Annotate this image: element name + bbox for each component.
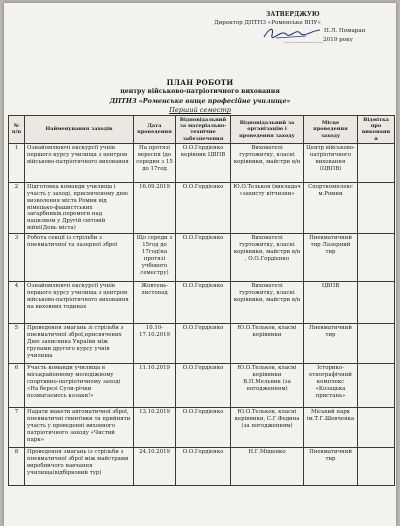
- approval-signer: П.Л. Помаран: [324, 28, 366, 35]
- row-organizer: Н.Г.Міщенко: [231, 448, 304, 486]
- row-date: Жовтень-листопад: [134, 282, 176, 324]
- col-header-date: Дата проведення: [134, 116, 176, 144]
- row-logistics: О.О.Гордієнко: [176, 282, 231, 324]
- table-row: [9, 143, 395, 182]
- row-organizer: Ю.О.Тельков (викладач «захисту вітчизни»: [231, 182, 304, 233]
- row-num: 5: [9, 324, 25, 364]
- row-num: 7: [9, 408, 25, 448]
- row-place: Міський парк ім.Т.Г.Шевченка: [304, 408, 358, 448]
- table-row: [9, 364, 395, 408]
- approval-date: ______________2019 року: [284, 36, 353, 43]
- row-place: Пневматичний тир Лазерний тир: [304, 234, 358, 282]
- row-event: Проведення змагань із стрільби з пневматичної зброї між майстрами виробничого навчання училища(відбірковий тур): [25, 448, 134, 486]
- row-date: 13.10.2019: [134, 408, 176, 448]
- row-event: Ознайомлюючі екскурсії учнів першого курсу училища з центром військово-патріотичного виховання: [25, 143, 134, 182]
- approval-position: Директор ДПТНЗ «Роменське ВПУ»: [214, 20, 321, 27]
- plan-title: ПЛАН РОБОТИ: [166, 78, 234, 87]
- row-logistics: О.О.Гордієнко: [176, 182, 231, 233]
- row-date: 24.10.2019: [134, 448, 176, 486]
- col-header-mark: Відмітка про виконання: [358, 116, 395, 144]
- row-logistics: О.О.Гордієнко керівник ЦВПВ: [176, 143, 231, 182]
- row-mark: [358, 282, 395, 324]
- row-event: Робота секції із стрільби з пневматичної та лазерної зброї: [25, 234, 134, 282]
- row-event: Проведення змагань зі стрільби з пневматичної зброї,присвячених Дню захисника України між групами другого курсу учнів училища: [25, 324, 134, 364]
- row-event: Участь команди училища в міськрайонному молодіжному спортивно-патріотичному заході «На березі Сули-річки позмагаємось козаки!»: [25, 364, 134, 408]
- row-num: 4: [9, 282, 25, 324]
- table-row: [9, 408, 395, 448]
- row-place: Історико-етнографічний комплекс «Козацька пристань»: [304, 364, 358, 408]
- row-num: 2: [9, 182, 25, 233]
- row-mark: [358, 234, 395, 282]
- table-row: [9, 282, 395, 324]
- row-date: 16.09.2019: [134, 182, 176, 233]
- plan-subtitle: центру військово-патріотичного виховання: [120, 88, 280, 95]
- row-mark: [358, 182, 395, 233]
- row-mark: [358, 448, 395, 486]
- row-date: Що середи з 15год до 17год(на протязі учбового семестру): [134, 234, 176, 282]
- row-place: ЦВПВ: [304, 282, 358, 324]
- row-mark: [358, 143, 395, 182]
- row-logistics: О.О.Гордієнко: [176, 408, 231, 448]
- table-row: [9, 182, 395, 233]
- row-event: Ознайомлюючі екскурсії учнів першого курсу училища з центром військово-патріотичного виховання на виховних годинах: [25, 282, 134, 324]
- row-mark: [358, 408, 395, 448]
- row-event: Підготовка команди училища і участь у заході, присвяченому дню визволення міста Ромни від німецько-фашистських загарбників,перемоги над нацизмом у Другій світовій війні(День міста): [25, 182, 134, 233]
- table-row: [9, 448, 395, 486]
- row-event: Надати макети автоматичної зброї, пневматичні гвинтівки та прийняти участь у проведенні виховного патріотичного заходу «Чистий парк»: [25, 408, 134, 448]
- signature-icon: [262, 25, 322, 41]
- row-mark: [358, 324, 395, 364]
- row-organizer: Вихователі гуртожитку, класні керівники, майстри в/н: [231, 282, 304, 324]
- school-name: ДПТНЗ «Роменське вище професійне училище»: [109, 97, 291, 105]
- semester-label: Перший семестр: [169, 106, 231, 114]
- row-num: 8: [9, 448, 25, 486]
- approval-heading: ЗАТВЕРДЖУЮ: [266, 11, 320, 18]
- col-header-num: № п/п: [9, 116, 25, 144]
- row-place: Пневматичний тир: [304, 324, 358, 364]
- row-organizer: Ю.О.Тельков, класні керівники В.П.Мельник (за погодженням): [231, 364, 304, 408]
- table-row: [9, 324, 395, 364]
- table-row: [9, 234, 395, 282]
- row-organizer: Вихователі гуртожитку, класні керівники, майстри в/н: [231, 143, 304, 182]
- row-logistics: О.О.Гордієнко: [176, 234, 231, 282]
- row-logistics: О.О.Гордієнко: [176, 448, 231, 486]
- row-date: 11.10.2019: [134, 364, 176, 408]
- row-num: 3: [9, 234, 25, 282]
- col-header-event: Найменування заходів: [25, 116, 134, 144]
- plan-table: [8, 115, 395, 486]
- row-organizer: Ю.О.Тельков, класні керівники: [231, 324, 304, 364]
- row-place: Пневматичний тир: [304, 448, 358, 486]
- row-date: На протязі вересня (до середин з 15 до 17год: [134, 143, 176, 182]
- row-mark: [358, 364, 395, 408]
- table-header-row: [9, 116, 395, 144]
- row-place: Центр військово-патріотичного виховання (ЦВПВ): [304, 143, 358, 182]
- row-place: Спорткомплекс м.Ромни: [304, 182, 358, 233]
- row-num: 6: [9, 364, 25, 408]
- row-logistics: О.О.Гордієнко: [176, 324, 231, 364]
- approval-block: [214, 11, 384, 44]
- row-num: 1: [9, 143, 25, 182]
- col-header-organizer: Відповідальний за організацію і проведення заходу: [231, 116, 304, 144]
- row-logistics: О.О.Гордієнко: [176, 364, 231, 408]
- document-page: [4, 3, 396, 526]
- col-header-logistics: Відповідальний за матеріально-технічне забезпечення: [176, 116, 231, 144]
- col-header-place: Місце проведення заходу: [304, 116, 358, 144]
- row-date: 10.10-17.10.2019: [134, 324, 176, 364]
- row-organizer: Вихователі гуртожитку, класні керівники, майстри в/н , О.О.Гордієнко: [231, 234, 304, 282]
- row-organizer: Ю.О.Тельков, класні керівники, С.Г.Федина (за погодженням): [231, 408, 304, 448]
